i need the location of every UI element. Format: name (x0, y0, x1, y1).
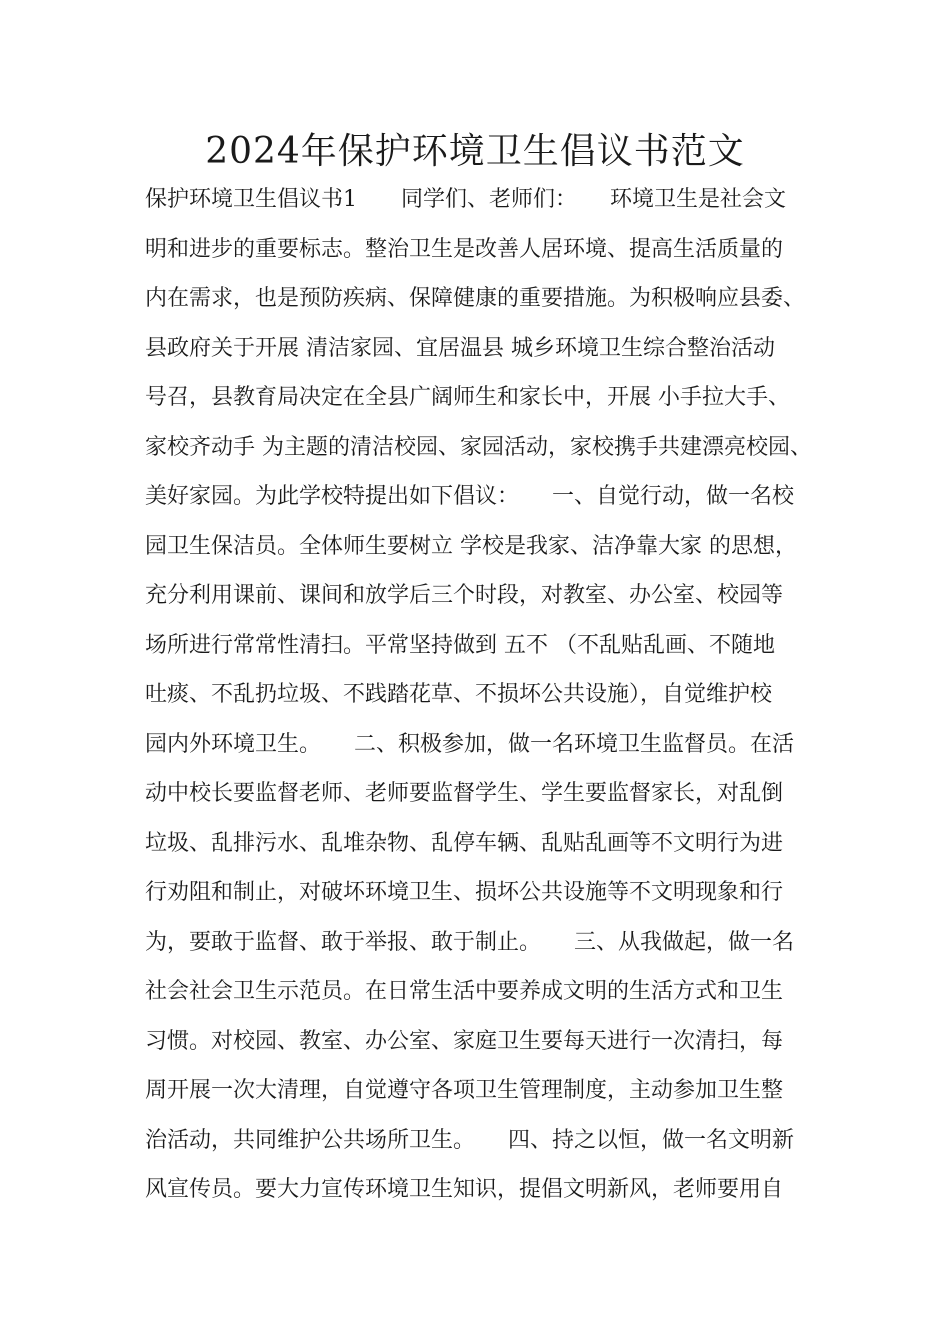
body-line: 美好家园。为此学校特提出如下倡议： 一、自觉行动，做一名校 (145, 484, 795, 509)
body-line: 垃圾、乱排污水、乱堆杂物、乱停车辆、乱贴乱画等不文明行为进 (145, 830, 784, 856)
body-line: 保护环境卫生倡议书1 同学们、老师们： 环境卫生是社会文 (145, 187, 786, 212)
body-line: 为，要敢于监督、敢于举报、敢于制止。 三、从我做起，做一名 (145, 929, 795, 955)
document-body (145, 182, 835, 1222)
body-line: 内在需求，也是预防疾病、保障健康的重要措施。为积极响应县委、 (145, 286, 806, 311)
body-line: 动中校长要监督老师、老师要监督学生、学生要监督家长，对乱倒 (145, 781, 784, 806)
body-line: 明和进步的重要标志。整治卫生是改善人居环境、提高生活质量的 (145, 236, 784, 262)
body-line: 行劝阻和制止，对破坏环境卫生、损坏公共设施等不文明现象和行 (145, 880, 784, 905)
body-line: 习惯。对校园、教室、办公室、家庭卫生要每天进行一次清扫，每 (145, 1028, 784, 1054)
body-line: 风宣传员。要大力宣传环境卫生知识，提倡文明新风，老师要用自 (145, 1177, 784, 1202)
body-line: 治活动，共同维护公共场所卫生。 四、持之以恒，做一名文明新 (145, 1127, 795, 1153)
body-line: 充分利用课前、课间和放学后三个时段，对教室、办公室、校园等 (145, 583, 784, 608)
document-title: 2024年保护环境卫生倡议书范文 (205, 131, 745, 172)
body-line: 园内外环境卫生。 二、积极参加，做一名环境卫生监督员。在活 (145, 731, 795, 757)
body-line: 号召，县教育局决定在全县广阔师生和家长中，开展 小手拉大手、 (145, 385, 790, 410)
body-line: 家校齐动手 为主题的清洁校园、家园活动，家校携手共建漂亮校园、 (145, 434, 812, 460)
body-line: 社会社会卫生示范员。在日常生活中要养成文明的生活方式和卫生 (145, 979, 784, 1004)
body-line: 周开展一次大清理，自觉遵守各项卫生管理制度，主动参加卫生整 (145, 1078, 784, 1103)
body-line: 县政府关于开展 清洁家园、宜居温县 城乡环境卫生综合整治活动 (145, 335, 775, 361)
body-line: 场所进行常常性清扫。平常坚持做到 五不 （不乱贴乱画、不随地 (145, 632, 775, 658)
body-line: 吐痰、不乱扔垃圾、不践踏花草、不损坏公共设施），自觉维护校 (145, 682, 773, 707)
body-line: 园卫生保洁员。全体师生要树立 学校是我家、洁净靠大家 的思想， (145, 533, 797, 559)
